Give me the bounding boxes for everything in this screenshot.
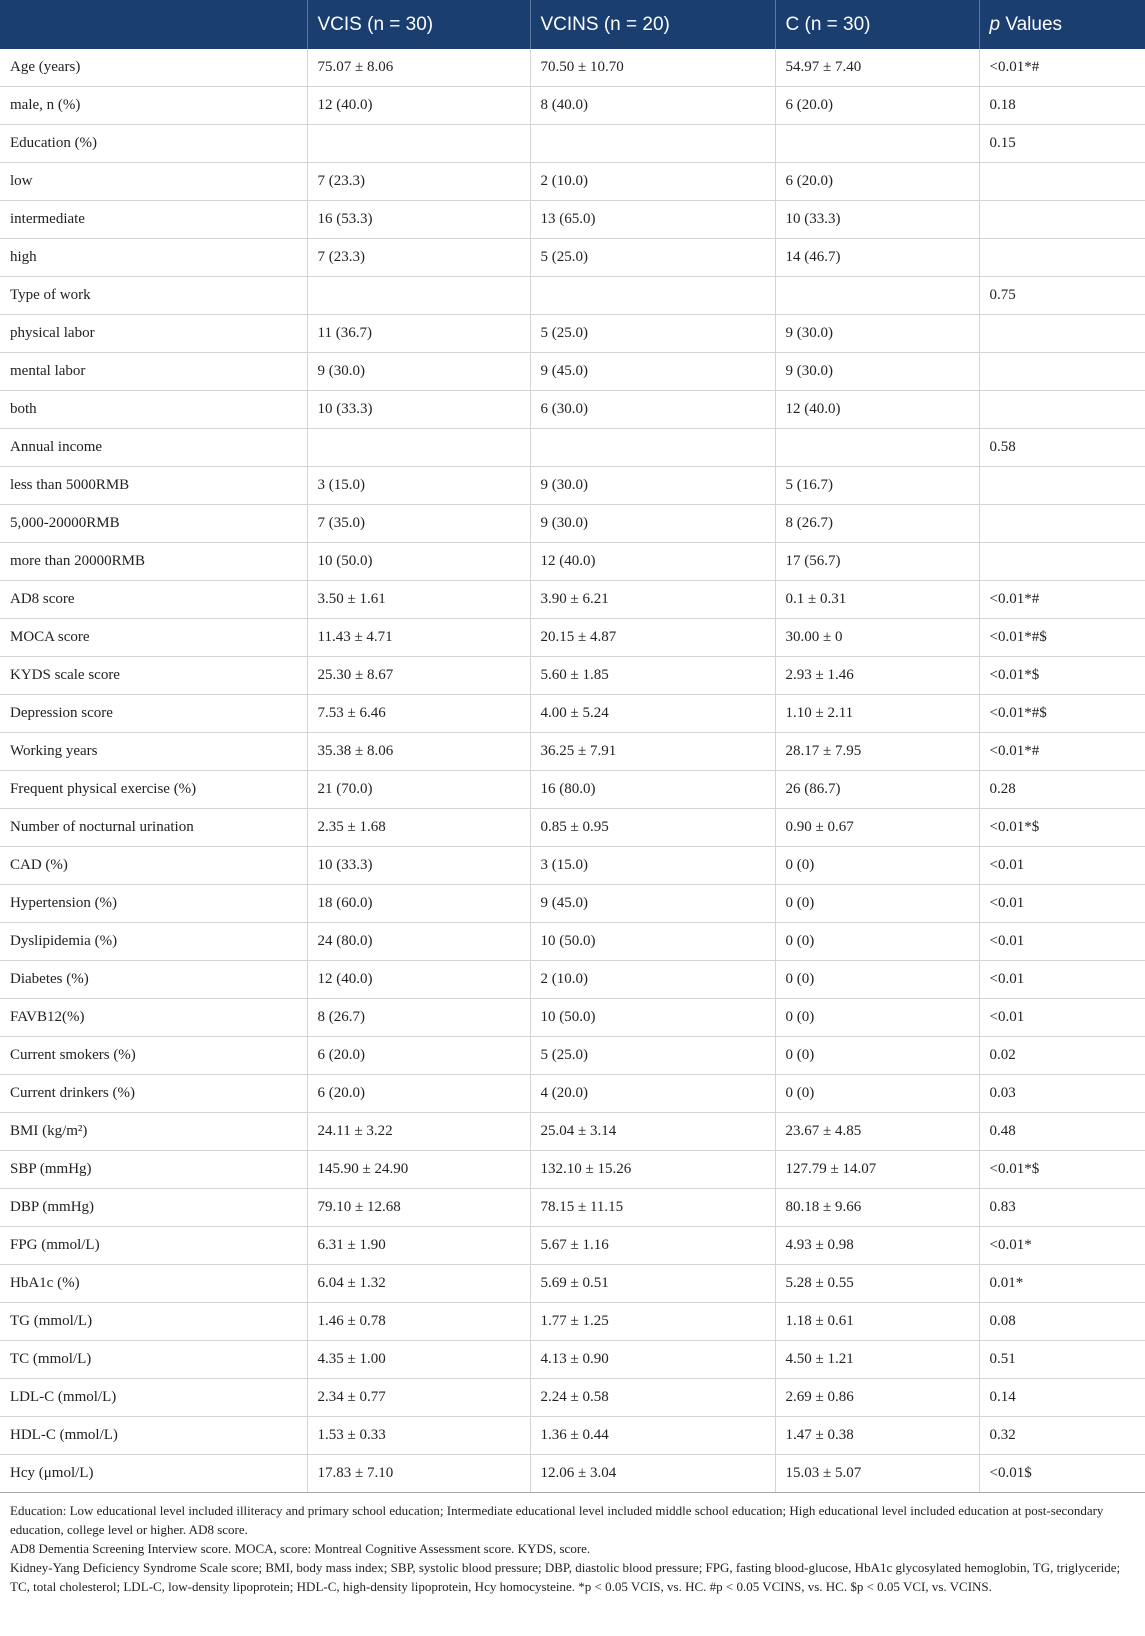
vcins-value: 70.50 ± 10.70	[530, 49, 775, 87]
control-value: 28.17 ± 7.95	[775, 733, 979, 771]
row-label: Current smokers (%)	[0, 1037, 307, 1075]
table-row	[0, 429, 1145, 467]
vcins-value	[530, 429, 775, 467]
vcins-value: 9 (45.0)	[530, 353, 775, 391]
table-row	[0, 809, 1145, 847]
table-row	[0, 1189, 1145, 1227]
p-value	[979, 353, 1145, 391]
p-value: 0.32	[979, 1417, 1145, 1455]
table-row	[0, 1379, 1145, 1417]
table-row	[0, 885, 1145, 923]
vcins-value: 25.04 ± 3.14	[530, 1113, 775, 1151]
row-label: intermediate	[0, 201, 307, 239]
p-value	[979, 505, 1145, 543]
vcins-value: 4.00 ± 5.24	[530, 695, 775, 733]
vcins-value: 12 (40.0)	[530, 543, 775, 581]
vcins-value: 10 (50.0)	[530, 999, 775, 1037]
vcis-value: 7.53 ± 6.46	[307, 695, 530, 733]
vcis-value: 24 (80.0)	[307, 923, 530, 961]
row-label: Depression score	[0, 695, 307, 733]
vcins-value: 2 (10.0)	[530, 961, 775, 999]
vcins-value: 0.85 ± 0.95	[530, 809, 775, 847]
p-value: <0.01*$	[979, 1151, 1145, 1189]
p-value: <0.01	[979, 885, 1145, 923]
vcins-value: 12.06 ± 3.04	[530, 1455, 775, 1493]
control-value: 9 (30.0)	[775, 353, 979, 391]
row-label: 5,000-20000RMB	[0, 505, 307, 543]
row-label: Current drinkers (%)	[0, 1075, 307, 1113]
control-value: 54.97 ± 7.40	[775, 49, 979, 87]
table-row	[0, 125, 1145, 163]
row-label: AD8 score	[0, 581, 307, 619]
p-value: <0.01*#$	[979, 695, 1145, 733]
footnote: Kidney-Yang Deficiency Syndrome Scale score; BMI, body mass index; SBP, systolic blood pressure; DBP, diastolic blood pressure; FPG, fasting blood-glucose, HbA1c glycosylated hemoglobin, TG, triglyceride; TC, total cholesterol; LDL-C, low-density lipoprotein; HDL-C, high-density lipoprotein, Hcy homocysteine. *p < 0.05 VCIS, vs. HC. #p < 0.05 VCINS, vs. HC. $p < 0.05 VCI, vs. VCINS.	[10, 1560, 1121, 1594]
p-value	[979, 163, 1145, 201]
vcis-value: 24.11 ± 3.22	[307, 1113, 530, 1151]
p-value: <0.01	[979, 999, 1145, 1037]
p-value: 0.02	[979, 1037, 1145, 1075]
table-row	[0, 87, 1145, 125]
table-row	[0, 771, 1145, 809]
table-row	[0, 847, 1145, 885]
control-value: 6 (20.0)	[775, 163, 979, 201]
row-label: less than 5000RMB	[0, 467, 307, 505]
p-value: 0.08	[979, 1303, 1145, 1341]
control-value: 4.50 ± 1.21	[775, 1341, 979, 1379]
vcis-value: 35.38 ± 8.06	[307, 733, 530, 771]
row-label: Working years	[0, 733, 307, 771]
table-row	[0, 923, 1145, 961]
table-row	[0, 391, 1145, 429]
row-label: Type of work	[0, 277, 307, 315]
control-value: 15.03 ± 5.07	[775, 1455, 979, 1493]
vcins-value: 5 (25.0)	[530, 239, 775, 277]
row-label: MOCA score	[0, 619, 307, 657]
vcis-value: 7 (35.0)	[307, 505, 530, 543]
control-value	[775, 429, 979, 467]
vcis-value: 1.46 ± 0.78	[307, 1303, 530, 1341]
table-row	[0, 619, 1145, 657]
row-label: BMI (kg/m²)	[0, 1113, 307, 1151]
p-value: 0.03	[979, 1075, 1145, 1113]
table-row	[0, 353, 1145, 391]
vcis-value: 25.30 ± 8.67	[307, 657, 530, 695]
vcins-value: 9 (30.0)	[530, 467, 775, 505]
vcis-value: 7 (23.3)	[307, 163, 530, 201]
vcis-value: 6 (20.0)	[307, 1075, 530, 1113]
vcins-value: 3.90 ± 6.21	[530, 581, 775, 619]
row-label: FPG (mmol/L)	[0, 1227, 307, 1265]
vcins-value: 78.15 ± 11.15	[530, 1189, 775, 1227]
row-label: physical labor	[0, 315, 307, 353]
p-value: 0.51	[979, 1341, 1145, 1379]
p-value: <0.01*#	[979, 49, 1145, 87]
p-value	[979, 543, 1145, 581]
vcis-value: 3 (15.0)	[307, 467, 530, 505]
control-value: 2.69 ± 0.86	[775, 1379, 979, 1417]
vcis-value: 12 (40.0)	[307, 961, 530, 999]
vcins-value: 36.25 ± 7.91	[530, 733, 775, 771]
control-value: 10 (33.3)	[775, 201, 979, 239]
vcis-value: 18 (60.0)	[307, 885, 530, 923]
p-value	[979, 315, 1145, 353]
p-value: 0.75	[979, 277, 1145, 315]
row-label: high	[0, 239, 307, 277]
control-value: 0.1 ± 0.31	[775, 581, 979, 619]
table-body	[0, 49, 1145, 1493]
footnote: Education: Low educational level included illiteracy and primary school education; Intermediate educational level included middle school education; High educational level included education at post-secondary education, college level or higher. AD8 score.	[10, 1503, 1104, 1537]
p-value: 0.28	[979, 771, 1145, 809]
vcis-value: 6.31 ± 1.90	[307, 1227, 530, 1265]
row-label: KYDS scale score	[0, 657, 307, 695]
vcins-value: 10 (50.0)	[530, 923, 775, 961]
row-label: low	[0, 163, 307, 201]
p-value: 0.83	[979, 1189, 1145, 1227]
p-value: <0.01*#$	[979, 619, 1145, 657]
vcins-value: 4 (20.0)	[530, 1075, 775, 1113]
vcis-value: 1.53 ± 0.33	[307, 1417, 530, 1455]
table-row	[0, 1151, 1145, 1189]
control-value: 1.47 ± 0.38	[775, 1417, 979, 1455]
control-value: 0 (0)	[775, 961, 979, 999]
table-footnotes	[0, 1493, 1145, 1596]
vcins-value	[530, 277, 775, 315]
control-value: 0 (0)	[775, 1075, 979, 1113]
vcins-value: 2 (10.0)	[530, 163, 775, 201]
table-row	[0, 1113, 1145, 1151]
row-label: Number of nocturnal urination	[0, 809, 307, 847]
table-row	[0, 505, 1145, 543]
vcins-value: 1.77 ± 1.25	[530, 1303, 775, 1341]
vcins-value: 5.67 ± 1.16	[530, 1227, 775, 1265]
vcins-value: 5.69 ± 0.51	[530, 1265, 775, 1303]
row-label: Annual income	[0, 429, 307, 467]
vcins-value: 3 (15.0)	[530, 847, 775, 885]
table-row	[0, 467, 1145, 505]
table-row	[0, 1341, 1145, 1379]
table-row	[0, 961, 1145, 999]
control-value: 1.18 ± 0.61	[775, 1303, 979, 1341]
table-row	[0, 733, 1145, 771]
vcins-value: 8 (40.0)	[530, 87, 775, 125]
vcis-value: 10 (50.0)	[307, 543, 530, 581]
table-row	[0, 1037, 1145, 1075]
table-header	[0, 0, 1145, 49]
vcins-value: 16 (80.0)	[530, 771, 775, 809]
p-value: <0.01	[979, 961, 1145, 999]
table-row	[0, 1303, 1145, 1341]
p-value: 0.48	[979, 1113, 1145, 1151]
vcins-value: 2.24 ± 0.58	[530, 1379, 775, 1417]
vcis-value: 4.35 ± 1.00	[307, 1341, 530, 1379]
table-row	[0, 1265, 1145, 1303]
vcins-value	[530, 125, 775, 163]
p-value: 0.01*	[979, 1265, 1145, 1303]
row-label: DBP (mmHg)	[0, 1189, 307, 1227]
header-cell-vcis: VCIS (n = 30)	[307, 0, 530, 49]
vcins-value: 132.10 ± 15.26	[530, 1151, 775, 1189]
vcins-value: 13 (65.0)	[530, 201, 775, 239]
vcis-value: 11.43 ± 4.71	[307, 619, 530, 657]
control-value: 12 (40.0)	[775, 391, 979, 429]
table-row	[0, 163, 1145, 201]
table-row	[0, 1417, 1145, 1455]
header-cell-p-values	[979, 0, 1145, 49]
vcins-value: 1.36 ± 0.44	[530, 1417, 775, 1455]
vcins-value: 9 (45.0)	[530, 885, 775, 923]
p-value	[979, 467, 1145, 505]
control-value: 0 (0)	[775, 923, 979, 961]
vcis-value: 12 (40.0)	[307, 87, 530, 125]
vcis-value: 21 (70.0)	[307, 771, 530, 809]
table-row	[0, 695, 1145, 733]
row-label: Education (%)	[0, 125, 307, 163]
header-cell-vcins: VCINS (n = 20)	[530, 0, 775, 49]
table-row	[0, 581, 1145, 619]
table-row	[0, 999, 1145, 1037]
row-label: TG (mmol/L)	[0, 1303, 307, 1341]
row-label: more than 20000RMB	[0, 543, 307, 581]
p-value: 0.14	[979, 1379, 1145, 1417]
table-row	[0, 277, 1145, 315]
table-row	[0, 543, 1145, 581]
control-value: 2.93 ± 1.46	[775, 657, 979, 695]
p-value	[979, 239, 1145, 277]
vcis-value	[307, 277, 530, 315]
header-p-letter: p	[989, 13, 1001, 35]
table-row	[0, 1455, 1145, 1493]
p-value: 0.58	[979, 429, 1145, 467]
row-label: Frequent physical exercise (%)	[0, 771, 307, 809]
vcis-value: 6.04 ± 1.32	[307, 1265, 530, 1303]
table-row	[0, 49, 1145, 87]
row-label: FAVB12(%)	[0, 999, 307, 1037]
vcis-value: 9 (30.0)	[307, 353, 530, 391]
vcins-value: 20.15 ± 4.87	[530, 619, 775, 657]
control-value: 23.67 ± 4.85	[775, 1113, 979, 1151]
vcis-value: 79.10 ± 12.68	[307, 1189, 530, 1227]
vcis-value	[307, 125, 530, 163]
row-label: Dyslipidemia (%)	[0, 923, 307, 961]
header-cell-empty	[0, 0, 307, 49]
row-label: TC (mmol/L)	[0, 1341, 307, 1379]
vcis-value: 2.35 ± 1.68	[307, 809, 530, 847]
vcis-value	[307, 429, 530, 467]
control-value: 0 (0)	[775, 847, 979, 885]
vcis-value: 10 (33.3)	[307, 847, 530, 885]
row-label: LDL-C (mmol/L)	[0, 1379, 307, 1417]
control-value: 5.28 ± 0.55	[775, 1265, 979, 1303]
vcins-value: 6 (30.0)	[530, 391, 775, 429]
p-value: <0.01*	[979, 1227, 1145, 1265]
p-value	[979, 391, 1145, 429]
table-row	[0, 657, 1145, 695]
p-value: <0.01*$	[979, 657, 1145, 695]
row-label: Diabetes (%)	[0, 961, 307, 999]
p-value: <0.01*#	[979, 581, 1145, 619]
control-value: 6 (20.0)	[775, 87, 979, 125]
p-value: <0.01$	[979, 1455, 1145, 1493]
row-label: CAD (%)	[0, 847, 307, 885]
row-label: Hcy (μmol/L)	[0, 1455, 307, 1493]
control-value: 26 (86.7)	[775, 771, 979, 809]
vcis-value: 17.83 ± 7.10	[307, 1455, 530, 1493]
row-label: SBP (mmHg)	[0, 1151, 307, 1189]
table-row	[0, 201, 1145, 239]
control-value: 9 (30.0)	[775, 315, 979, 353]
vcins-value: 4.13 ± 0.90	[530, 1341, 775, 1379]
p-value	[979, 201, 1145, 239]
vcis-value: 145.90 ± 24.90	[307, 1151, 530, 1189]
control-value: 1.10 ± 2.11	[775, 695, 979, 733]
vcis-value: 3.50 ± 1.61	[307, 581, 530, 619]
vcis-value: 7 (23.3)	[307, 239, 530, 277]
table-row	[0, 315, 1145, 353]
vcis-value: 16 (53.3)	[307, 201, 530, 239]
table-row	[0, 1227, 1145, 1265]
vcis-value: 6 (20.0)	[307, 1037, 530, 1075]
vcis-value: 75.07 ± 8.06	[307, 49, 530, 87]
vcins-value: 5 (25.0)	[530, 315, 775, 353]
vcis-value: 11 (36.7)	[307, 315, 530, 353]
control-value: 0 (0)	[775, 1037, 979, 1075]
control-value: 8 (26.7)	[775, 505, 979, 543]
footnote: AD8 Dementia Screening Interview score. MOCA, score: Montreal Cognitive Assessment score. KYDS, score.	[10, 1541, 591, 1556]
vcis-value: 10 (33.3)	[307, 391, 530, 429]
header-row	[0, 0, 1145, 49]
p-value: <0.01	[979, 847, 1145, 885]
vcins-value: 9 (30.0)	[530, 505, 775, 543]
row-label: mental labor	[0, 353, 307, 391]
control-value	[775, 125, 979, 163]
control-value: 0 (0)	[775, 885, 979, 923]
control-value: 5 (16.7)	[775, 467, 979, 505]
table-row	[0, 239, 1145, 277]
control-value	[775, 277, 979, 315]
control-value: 127.79 ± 14.07	[775, 1151, 979, 1189]
row-label: HbA1c (%)	[0, 1265, 307, 1303]
control-value: 17 (56.7)	[775, 543, 979, 581]
p-value: <0.01	[979, 923, 1145, 961]
header-cell-control: C (n = 30)	[775, 0, 979, 49]
control-value: 0 (0)	[775, 999, 979, 1037]
p-value: 0.18	[979, 87, 1145, 125]
vcis-value: 2.34 ± 0.77	[307, 1379, 530, 1417]
header-values-word: Values	[1000, 13, 1063, 35]
vcins-value: 5.60 ± 1.85	[530, 657, 775, 695]
row-label: male, n (%)	[0, 87, 307, 125]
row-label: Hypertension (%)	[0, 885, 307, 923]
control-value: 14 (46.7)	[775, 239, 979, 277]
vcins-value: 5 (25.0)	[530, 1037, 775, 1075]
row-label: both	[0, 391, 307, 429]
row-label: HDL-C (mmol/L)	[0, 1417, 307, 1455]
control-value: 30.00 ± 0	[775, 619, 979, 657]
control-value: 0.90 ± 0.67	[775, 809, 979, 847]
row-label: Age (years)	[0, 49, 307, 87]
p-value: 0.15	[979, 125, 1145, 163]
table-row	[0, 1075, 1145, 1113]
p-value: <0.01*$	[979, 809, 1145, 847]
control-value: 4.93 ± 0.98	[775, 1227, 979, 1265]
control-value: 80.18 ± 9.66	[775, 1189, 979, 1227]
p-value: <0.01*#	[979, 733, 1145, 771]
vcis-value: 8 (26.7)	[307, 999, 530, 1037]
